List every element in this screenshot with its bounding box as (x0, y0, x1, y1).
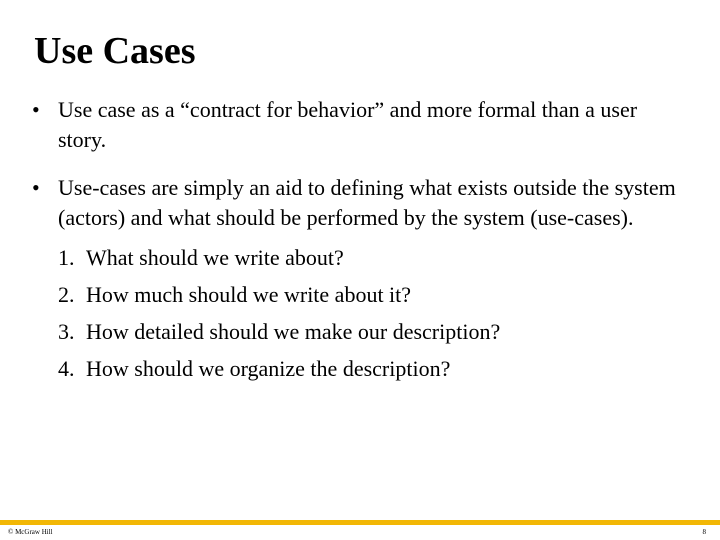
numbered-item (58, 276, 682, 313)
item-text: What should we write about? (86, 245, 344, 270)
item-text: How detailed should we make our description? (86, 319, 501, 344)
bullet-item (32, 95, 682, 155)
numbered-list (58, 239, 682, 387)
bullet-text: Use-cases are simply an aid to defining what exists outside the system (actors) and what should be performed by the system (use-cases). (58, 175, 676, 230)
bullet-marker: • (32, 175, 40, 200)
footer-bar (0, 520, 720, 525)
copyright-text: © McGraw Hill (8, 528, 53, 536)
item-number: 1. (58, 245, 75, 270)
item-text: How much should we write about it? (86, 282, 412, 307)
bullet-list (32, 95, 682, 387)
item-number: 3. (58, 319, 75, 344)
bullet-marker: • (32, 97, 40, 122)
numbered-item (58, 239, 682, 276)
numbered-item (58, 313, 682, 350)
bullet-item (32, 173, 682, 387)
item-number: 4. (58, 356, 75, 381)
slide-title: Use Cases (34, 30, 196, 72)
item-text: How should we organize the description? (86, 356, 451, 381)
bullet-text: Use case as a “contract for behavior” and more formal than a user story. (58, 97, 638, 152)
item-number: 2. (58, 282, 75, 307)
numbered-item (58, 350, 682, 387)
page-number: 8 (702, 528, 706, 536)
